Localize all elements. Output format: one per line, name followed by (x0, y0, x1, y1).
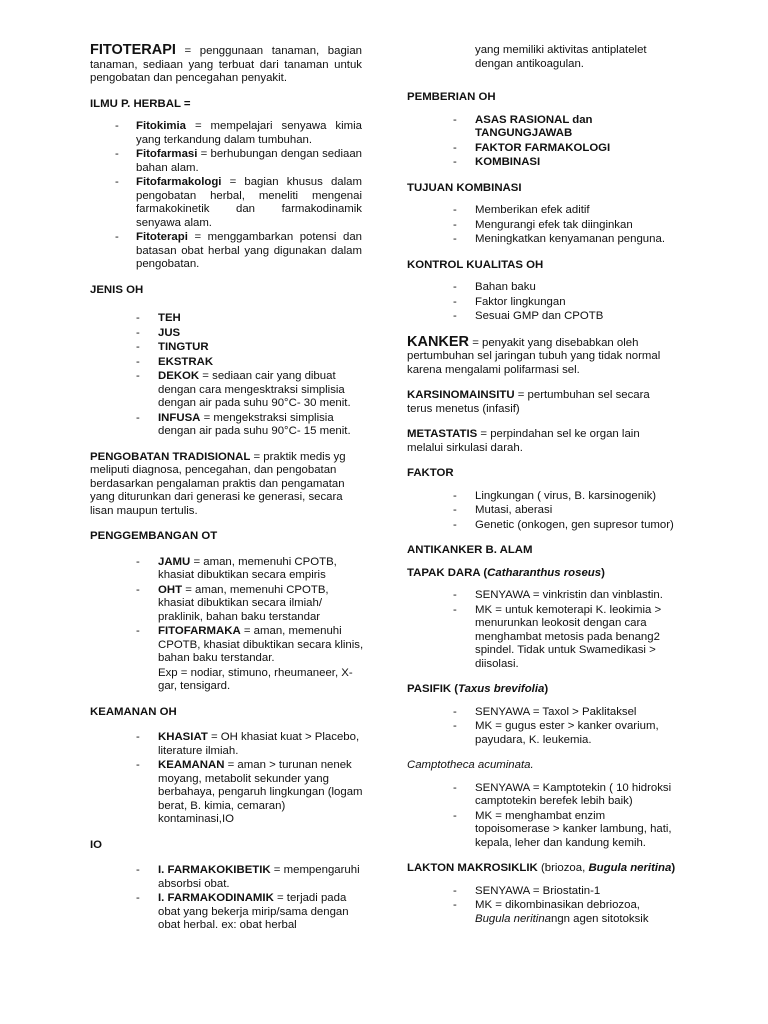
list-item: - JAMU = aman, memenuhi CPOTB, khasiat dibuktikan secara empiris (136, 555, 337, 581)
list-item: - OHT = aman, memenuhi CPOTB, khasiat dibuktikan secara ilmiah/ praklinik, bahan baku terstandar (136, 583, 329, 623)
list-item-text: Faktor lingkungan (475, 295, 566, 308)
list-item-text: Bahan baku (475, 281, 536, 293)
tapak-dara-heading (407, 567, 677, 581)
list-item-text: = vinkristin dan vinblastin. (529, 589, 663, 601)
pengobatan-tradisional-text: = praktik medis yg meliputi diagnosa, pencegahan, dan pengobatan berdasarkan pengalaman praktis dan pengamatan yang diturunkan dari generasi ke generasi, secara lisan maupun tertulis. (90, 450, 346, 517)
pengobatan-tradisional-definition (90, 451, 362, 519)
io-list (136, 864, 364, 933)
kontrol-kualitas-heading: KONTROL KUALITAS OH (407, 258, 544, 271)
list-item: - Fitoterapi = menggambarkan potensi dan batasan obat herbal yang digunakan dalam pengobatan. (115, 231, 362, 270)
list-item: - Fitofarmasi = berhubungan dengan sediaan bahan alam. (115, 148, 362, 174)
list-item-tail: ngn agen sitotoksik (551, 912, 649, 925)
kanker-definition (407, 333, 677, 378)
list-item-term: MK (475, 603, 493, 616)
list-item: - Genetic (onkogen, gen supresor tumor) (453, 518, 674, 531)
pasifik-list (453, 705, 677, 748)
list-item-term: SENYAWA (475, 781, 530, 794)
list-item-text: = dikombinasikan debriozoa, (492, 899, 640, 911)
list-item-text: = OH khasiat kuat > Placebo, literature ilmiah. (158, 731, 360, 757)
list-item-text: = Taxol > Paklitaksel (529, 705, 637, 718)
faktor-list (453, 489, 677, 533)
tapak-dara-species: Catharanthus roseus (487, 566, 602, 579)
list-item-term: SENYAWA (475, 589, 530, 601)
list-item-text: ASAS RASIONAL dan TANGUNGJAWAB (475, 113, 593, 139)
list-item-text: = mempengaruhi absorbsi obat. (158, 864, 360, 890)
list-item-species: Bugula neritina (475, 912, 551, 925)
list-item-term: MK (475, 720, 493, 732)
list-item: - SENYAWA = Kamptotekin ( 10 hidroksi camptotekin berefek lebih baik) (453, 781, 672, 807)
list-item: - KHASIAT = OH khasiat kuat > Placebo, literature ilmiah. (136, 731, 360, 757)
list-item-text: = Kamptotekin ( 10 hidroksi camptotekin berefek lebih baik) (475, 781, 672, 807)
list-item-term: Fitoterapi (136, 231, 188, 243)
list-item-term: SENYAWA (475, 884, 530, 897)
list-item: - Bahan baku (453, 281, 536, 293)
list-item-term: Fitokimia (136, 120, 187, 132)
tujuan-kombinasi-list (453, 204, 675, 247)
list-item-term: FITOFARMAKA (158, 625, 241, 637)
continuation-text: yang memiliki aktivitas antiplatelet dengan antikoagulan. (475, 44, 647, 70)
list-item-text: Mutasi, aberasi (475, 504, 553, 516)
pasifik-close: ) (544, 683, 549, 695)
list-item: - KOMBINASI (453, 156, 541, 168)
list-item-text: = gugus ester > kanker ovarium, payudara, K. leukemia. (475, 720, 659, 746)
tapak-dara-close: ) (601, 566, 605, 579)
list-item: - MK = untuk kemoterapi K. leokimia > menurunkan leokosit dengan cara menghambat metosis pada benang2 spindel. Tidak untuk Swamedikasi > diisolasi. (453, 603, 662, 670)
list-item: - Mutasi, aberasi (453, 504, 553, 516)
pemberian-oh-heading: PEMBERIAN OH (407, 91, 496, 103)
list-item-text: = berhubungan dengan sediaan bahan alam. (136, 148, 362, 174)
tapak-dara-list (453, 589, 677, 671)
list-item: - I. FARMAKOKIBETIK = mempengaruhi absorbsi obat. (136, 864, 360, 890)
list-item-text: = untuk kemoterapi K. leokimia > menurunkan leokosit dengan cara menghambat metosis pada benang2 spindel. Tidak untuk Swamedikasi > diisolasi. (475, 603, 662, 670)
list-item-text: Meningkatkan kenyamanan penguna. (475, 233, 665, 245)
list-item-text: Genetic (onkogen, gen supresor tumor) (475, 518, 674, 531)
list-item: - Fitofarmakologi = bagian khusus dalam pengobatan herbal, meneliti mengenai farmakokinetik dan farmakodinamik senyawa alam. (115, 176, 362, 229)
list-item: - FITOFARMAKA = aman, memenuhi CPOTB, khasiat dibuktikan secara klinis, bahan baku terstandar. (136, 625, 364, 664)
list-item-text: Sesuai GMP dan CPOTB (475, 310, 604, 322)
penggembangan-ot-heading: PENGGEMBANGAN OT (90, 530, 218, 542)
list-item-text: = aman > turunan nenek moyang, metabolit sekunder yang berbahaya, pengaruh lingkungan (logam berat, B. kimia, cemaran) kontaminasi,IO (158, 759, 363, 825)
list-item-term: Fitofarmasi (136, 148, 198, 160)
list-item-text: = menggambarkan potensi dan batasan obat herbal yang digunakan dalam pengobatan. (136, 231, 362, 270)
karsinoma-term: KARSINOMAINSITU (407, 389, 515, 401)
list-item: - Meningkatkan kenyamanan penguna. (453, 233, 665, 245)
list-item-text: = sediaan cair yang dibuat dengan cara mengesktraksi simplisia dengan air pada suhu 90°C- 30 menit. (158, 370, 351, 409)
list-item-text: = aman, memenuhi CPOTB, khasiat dibuktikan secara empiris (158, 555, 337, 581)
list-item: - MK = dikombinasikan debriozoa, Bugula neritinangn agen sitotoksik (453, 899, 649, 925)
jenis-oh-list (136, 312, 362, 439)
list-item-term: I. FARMAKODINAMIK (158, 892, 274, 904)
list-item: - MK = gugus ester > kanker ovarium, payudara, K. leukemia. (453, 720, 659, 746)
list-item: - TEH (136, 312, 181, 324)
list-item-text: = bagian khusus dalam pengobatan herbal, meneliti mengenai farmakokinetik dan farmakodinamik senyawa alam. (136, 176, 362, 229)
list-item: - Mengurangi efek tak diinginkan (453, 218, 633, 231)
list-item-text: = terjadi pada obat yang bekerja mirip/sama dengan obat herbal. ex: obat herbal (158, 892, 349, 931)
list-item: - SENYAWA = vinkristin dan vinblastin. (453, 589, 663, 601)
list-item: - ASAS RASIONAL dan TANGUNGJAWAB (453, 113, 593, 139)
left-column (90, 44, 362, 945)
list-item: - EKSTRAK (136, 355, 214, 368)
list-item-term: JAMU (158, 555, 191, 568)
list-item: - Memberikan efek aditif (453, 204, 590, 216)
right-column (407, 44, 677, 938)
list-item: - KEAMANAN = aman > turunan nenek moyang, metabolit sekunder yang berbahaya, pengaruh lingkungan (logam berat, B. kimia, cemaran) kontaminasi,IO (136, 759, 363, 825)
karsinoma-text: = pertumbuhan sel secara terus menetus (infasif) (407, 389, 650, 415)
kanker-text: = penyakit yang disebabkan oleh pertumbuhan sel jaringan tubuh yang tidak normal karena mengalami polifarmasi sel. (407, 336, 661, 376)
list-item: - MK = menghambat enzim topoisomerase > kanker lambung, hati, kepala, leher dan kandung kemih. (453, 809, 672, 849)
list-item-term: TINGTUR (158, 341, 209, 353)
pasifik-species: Taxus brevifolia (458, 683, 545, 695)
lakton-label: LAKTON MAKROSIKLIK (407, 862, 538, 874)
list-item-term: Fitofarmakologi (136, 176, 222, 188)
fitoterapi-definition (90, 44, 362, 86)
fitoterapi-text: = penggunaan tanaman, bagian tanaman, sediaan yang terbuat dari tanaman untuk pengobatan dan pencegahan penyakit. (90, 45, 362, 84)
list-item-term: I. FARMAKOKIBETIK (158, 864, 271, 876)
lakton-list (453, 884, 677, 927)
list-item-text: Mengurangi efek tak diinginkan (475, 218, 633, 231)
list-item-term: TEH (158, 312, 181, 324)
lakton-species: Bugula neritina (588, 862, 672, 874)
karsinoma-definition (407, 389, 677, 416)
keamanan-oh-heading: KEAMANAN OH (90, 705, 177, 718)
list-item-text: = mempelajari senyawa kimia yang terkandung dalam tumbuhan. (136, 120, 362, 146)
list-item-text: KOMBINASI (475, 156, 541, 168)
faktor-heading: FAKTOR (407, 467, 454, 479)
pasifik-label: PASIFIK ( (407, 683, 459, 695)
pemberian-oh-list (453, 113, 675, 170)
metastatis-definition (407, 428, 677, 455)
list-item-text: Lingkungan ( virus, B. karsinogenik) (475, 489, 657, 502)
kanker-term: KANKER (407, 333, 470, 350)
list-item-term: SENYAWA (475, 705, 530, 718)
keamanan-oh-list (136, 731, 364, 827)
list-item-text: = mengekstraksi simplisia dengan air pada suhu 90°C- 15 menit. (158, 411, 351, 437)
pasifik-heading (407, 683, 677, 697)
list-item: - Sesuai GMP dan CPOTB (453, 310, 604, 322)
tapak-dara-label: TAPAK DARA ( (407, 566, 488, 579)
camptotheca-heading: Camptotheca acuminata. (407, 759, 534, 771)
list-item: - SENYAWA = Briostatin-1 (453, 884, 601, 897)
antikanker-heading: ANTIKANKER B. ALAM (407, 544, 533, 556)
list-item-term: DEKOK (158, 370, 200, 382)
jenis-oh-heading: JENIS OH (90, 283, 144, 296)
kontrol-kualitas-list (453, 281, 675, 324)
penggembangan-ot-list (136, 555, 364, 666)
list-item-text: = Briostatin-1 (529, 884, 601, 897)
list-item-term: KEAMANAN (158, 759, 225, 771)
list-item: - Faktor lingkungan (453, 295, 566, 308)
fitoterapi-term: FITOTERAPI (90, 42, 176, 58)
ilmu-herbal-heading: ILMU P. HERBAL = (90, 97, 191, 110)
list-item-text: = menghambat enzim topoisomerase > kanker lambung, hati, kepala, leher dan kandung kemih. (475, 809, 672, 849)
list-item-text: = aman, memenuhi CPOTB, khasiat dibuktikan secara klinis, bahan baku terstandar. (158, 625, 364, 664)
list-item: - SENYAWA = Taxol > Paklitaksel (453, 705, 637, 718)
list-item: - JUS (136, 326, 181, 339)
metastatis-term: METASTATIS (407, 428, 478, 440)
list-item-term: MK (475, 809, 493, 822)
io-heading: IO (90, 838, 103, 851)
list-item-text: = aman, memenuhi CPOTB, khasiat dibuktikan secara ilmiah/ praklinik, bahan baku terstandar (158, 583, 329, 623)
list-item-term: OHT (158, 583, 183, 596)
list-item-term: KHASIAT (158, 731, 208, 743)
lakton-heading (407, 862, 677, 876)
list-item-text: Memberikan efek aditif (475, 204, 590, 216)
list-item: - I. FARMAKODINAMIK = terjadi pada obat yang bekerja mirip/sama dengan obat herbal. ex: obat herbal (136, 892, 349, 931)
list-item: - FAKTOR FARMAKOLOGI (453, 141, 611, 154)
lakton-close: ) (671, 862, 676, 874)
list-item: - DEKOK = sediaan cair yang dibuat dengan cara mengesktraksi simplisia dengan air pada suhu 90°C- 30 menit. (136, 370, 351, 409)
camptotheca-list (453, 781, 677, 851)
list-item-term: INFUSA (158, 411, 201, 424)
list-item-term: JUS (158, 326, 181, 339)
list-item-text: FAKTOR FARMAKOLOGI (475, 141, 611, 154)
tujuan-kombinasi-heading: TUJUAN KOMBINASI (407, 181, 522, 194)
penggembangan-ot-exp: Exp = nodiar, stimuno, rheumaneer, X-gar, tensigard. (158, 666, 353, 692)
list-item-term: MK (475, 899, 493, 911)
ilmu-herbal-list (115, 120, 362, 272)
list-item: - Fitokimia = mempelajari senyawa kimia yang terkandung dalam tumbuhan. (115, 120, 362, 146)
list-item: - Lingkungan ( virus, B. karsinogenik) (453, 489, 657, 502)
list-item-term: EKSTRAK (158, 355, 214, 368)
metastatis-text: = perpindahan sel ke organ lain melalui sirkulasi darah. (407, 428, 640, 454)
lakton-paren: (briozoa, (537, 862, 589, 874)
list-item: - TINGTUR (136, 341, 209, 353)
pengobatan-tradisional-term: PENGOBATAN TRADISIONAL (90, 450, 251, 463)
list-item: - INFUSA = mengekstraksi simplisia dengan air pada suhu 90°C- 15 menit. (136, 411, 351, 437)
